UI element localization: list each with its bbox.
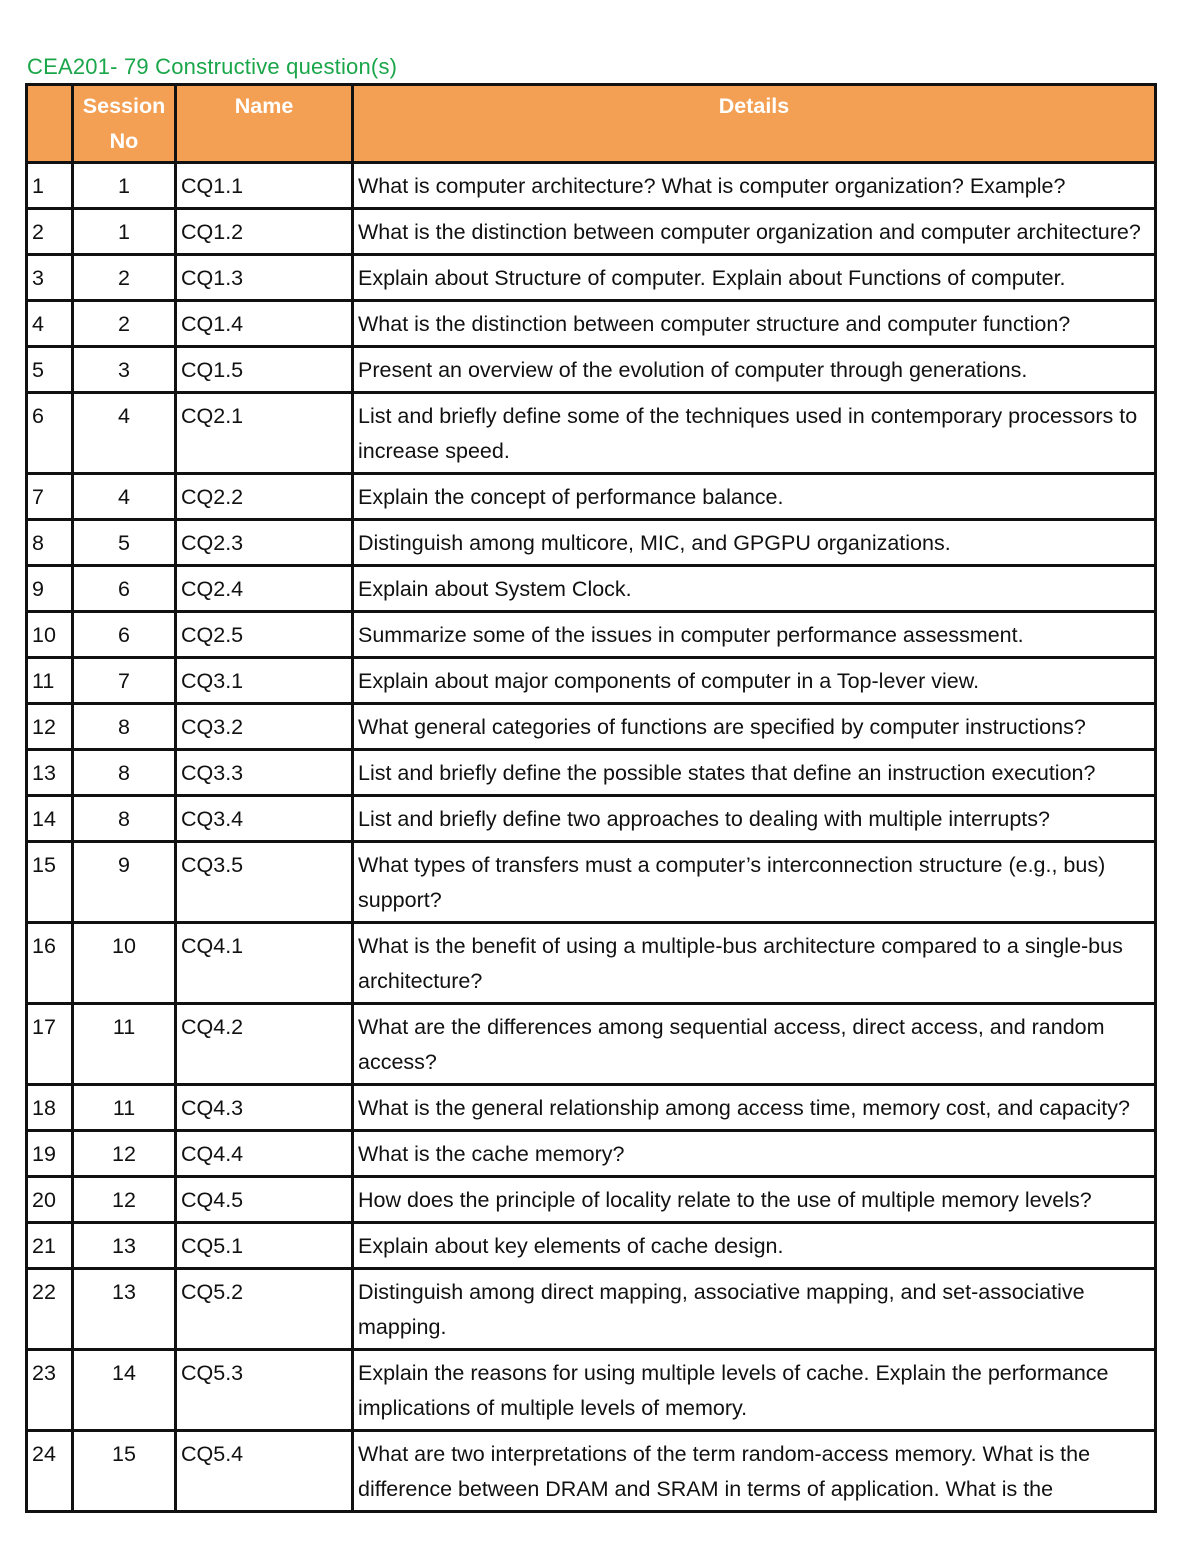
row-details: What types of transfers must a computer’s interconnection structure (e.g., bus) support? xyxy=(353,842,1156,923)
row-name: CQ2.5 xyxy=(176,612,353,658)
row-details: Explain the reasons for using multiple levels of cache. Explain the performance implications of multiple levels of memory. xyxy=(353,1350,1156,1431)
table-row xyxy=(27,163,1156,209)
row-index: 24 xyxy=(27,1431,73,1512)
row-session: 6 xyxy=(73,612,176,658)
table-row xyxy=(27,1431,1156,1512)
row-name: CQ5.1 xyxy=(176,1223,353,1269)
table-row xyxy=(27,209,1156,255)
row-name: CQ3.4 xyxy=(176,796,353,842)
row-name: CQ5.2 xyxy=(176,1269,353,1350)
row-details: Explain about System Clock. xyxy=(353,566,1156,612)
questions-table xyxy=(25,83,1157,1513)
row-session: 7 xyxy=(73,658,176,704)
row-name: CQ4.5 xyxy=(176,1177,353,1223)
row-name: CQ2.1 xyxy=(176,393,353,474)
row-details: What is the benefit of using a multiple-bus architecture compared to a single-bus architecture? xyxy=(353,923,1156,1004)
row-name: CQ5.3 xyxy=(176,1350,353,1431)
row-session: 2 xyxy=(73,255,176,301)
row-index: 7 xyxy=(27,474,73,520)
table-row xyxy=(27,612,1156,658)
row-details: Distinguish among direct mapping, associative mapping, and set-associative mapping. xyxy=(353,1269,1156,1350)
row-session: 5 xyxy=(73,520,176,566)
row-index: 9 xyxy=(27,566,73,612)
row-details: What is the general relationship among access time, memory cost, and capacity? xyxy=(353,1085,1156,1131)
row-details: Distinguish among multicore, MIC, and GPGPU organizations. xyxy=(353,520,1156,566)
row-index: 8 xyxy=(27,520,73,566)
row-session: 1 xyxy=(73,163,176,209)
row-name: CQ3.5 xyxy=(176,842,353,923)
row-details: List and briefly define two approaches to dealing with multiple interrupts? xyxy=(353,796,1156,842)
header-details: Details xyxy=(353,85,1156,163)
row-index: 1 xyxy=(27,163,73,209)
row-details: Explain about major components of computer in a Top-lever view. xyxy=(353,658,1156,704)
row-details: Explain about key elements of cache design. xyxy=(353,1223,1156,1269)
row-index: 14 xyxy=(27,796,73,842)
row-session: 8 xyxy=(73,750,176,796)
row-session: 8 xyxy=(73,704,176,750)
row-session: 11 xyxy=(73,1085,176,1131)
row-index: 11 xyxy=(27,658,73,704)
row-session: 13 xyxy=(73,1223,176,1269)
row-session: 9 xyxy=(73,842,176,923)
row-name: CQ1.2 xyxy=(176,209,353,255)
table-row xyxy=(27,658,1156,704)
table-row xyxy=(27,255,1156,301)
row-session: 15 xyxy=(73,1431,176,1512)
row-details: What are two interpretations of the term random-access memory. What is the difference between DRAM and SRAM in terms of application. What is the xyxy=(353,1431,1156,1512)
row-name: CQ1.4 xyxy=(176,301,353,347)
row-details: Present an overview of the evolution of computer through generations. xyxy=(353,347,1156,393)
table-row xyxy=(27,301,1156,347)
table-row xyxy=(27,796,1156,842)
row-name: CQ4.3 xyxy=(176,1085,353,1131)
row-name: CQ3.3 xyxy=(176,750,353,796)
row-index: 17 xyxy=(27,1004,73,1085)
row-index: 16 xyxy=(27,923,73,1004)
row-index: 5 xyxy=(27,347,73,393)
row-session: 12 xyxy=(73,1177,176,1223)
row-index: 15 xyxy=(27,842,73,923)
table-row xyxy=(27,520,1156,566)
row-index: 6 xyxy=(27,393,73,474)
table-row xyxy=(27,750,1156,796)
row-details: What is the cache memory? xyxy=(353,1131,1156,1177)
row-details: What general categories of functions are specified by computer instructions? xyxy=(353,704,1156,750)
row-index: 23 xyxy=(27,1350,73,1431)
row-details: What is the distinction between computer organization and computer architecture? xyxy=(353,209,1156,255)
table-row xyxy=(27,1131,1156,1177)
row-index: 21 xyxy=(27,1223,73,1269)
row-index: 2 xyxy=(27,209,73,255)
row-details: What are the differences among sequential access, direct access, and random access? xyxy=(353,1004,1156,1085)
table-row xyxy=(27,704,1156,750)
row-name: CQ4.2 xyxy=(176,1004,353,1085)
row-index: 12 xyxy=(27,704,73,750)
row-details: What is the distinction between computer structure and computer function? xyxy=(353,301,1156,347)
row-index: 4 xyxy=(27,301,73,347)
row-index: 22 xyxy=(27,1269,73,1350)
row-session: 12 xyxy=(73,1131,176,1177)
row-details: What is computer architecture? What is computer organization? Example? xyxy=(353,163,1156,209)
row-name: CQ5.4 xyxy=(176,1431,353,1512)
row-name: CQ3.1 xyxy=(176,658,353,704)
row-name: CQ2.4 xyxy=(176,566,353,612)
row-name: CQ2.2 xyxy=(176,474,353,520)
row-index: 19 xyxy=(27,1131,73,1177)
row-session: 8 xyxy=(73,796,176,842)
header-session: Session No xyxy=(73,85,176,163)
row-name: CQ3.2 xyxy=(176,704,353,750)
row-name: CQ1.5 xyxy=(176,347,353,393)
row-session: 6 xyxy=(73,566,176,612)
page-title: CEA201- 79 Constructive question(s) xyxy=(27,54,398,79)
table-row xyxy=(27,1004,1156,1085)
header-name: Name xyxy=(176,85,353,163)
row-details: Explain about Structure of computer. Explain about Functions of computer. xyxy=(353,255,1156,301)
table-row xyxy=(27,474,1156,520)
row-session: 4 xyxy=(73,393,176,474)
row-session: 10 xyxy=(73,923,176,1004)
table-row xyxy=(27,923,1156,1004)
row-details: List and briefly define the possible states that define an instruction execution? xyxy=(353,750,1156,796)
row-name: CQ1.1 xyxy=(176,163,353,209)
row-index: 10 xyxy=(27,612,73,658)
row-name: CQ1.3 xyxy=(176,255,353,301)
row-session: 3 xyxy=(73,347,176,393)
header-index xyxy=(27,85,73,163)
table-row xyxy=(27,1269,1156,1350)
row-details: How does the principle of locality relate to the use of multiple memory levels? xyxy=(353,1177,1156,1223)
row-details: List and briefly define some of the techniques used in contemporary processors to increase speed. xyxy=(353,393,1156,474)
table-row xyxy=(27,1223,1156,1269)
row-index: 18 xyxy=(27,1085,73,1131)
table-header-row xyxy=(27,85,1156,163)
row-index: 3 xyxy=(27,255,73,301)
row-index: 20 xyxy=(27,1177,73,1223)
row-index: 13 xyxy=(27,750,73,796)
table-row xyxy=(27,1085,1156,1131)
table-row xyxy=(27,347,1156,393)
table-row xyxy=(27,1177,1156,1223)
table-row xyxy=(27,566,1156,612)
table-row xyxy=(27,393,1156,474)
row-name: CQ4.4 xyxy=(176,1131,353,1177)
row-session: 14 xyxy=(73,1350,176,1431)
row-session: 11 xyxy=(73,1004,176,1085)
row-session: 4 xyxy=(73,474,176,520)
table-row xyxy=(27,842,1156,923)
row-session: 13 xyxy=(73,1269,176,1350)
row-name: CQ2.3 xyxy=(176,520,353,566)
table-row xyxy=(27,1350,1156,1431)
row-details: Explain the concept of performance balance. xyxy=(353,474,1156,520)
row-session: 1 xyxy=(73,209,176,255)
row-name: CQ4.1 xyxy=(176,923,353,1004)
row-session: 2 xyxy=(73,301,176,347)
row-details: Summarize some of the issues in computer performance assessment. xyxy=(353,612,1156,658)
